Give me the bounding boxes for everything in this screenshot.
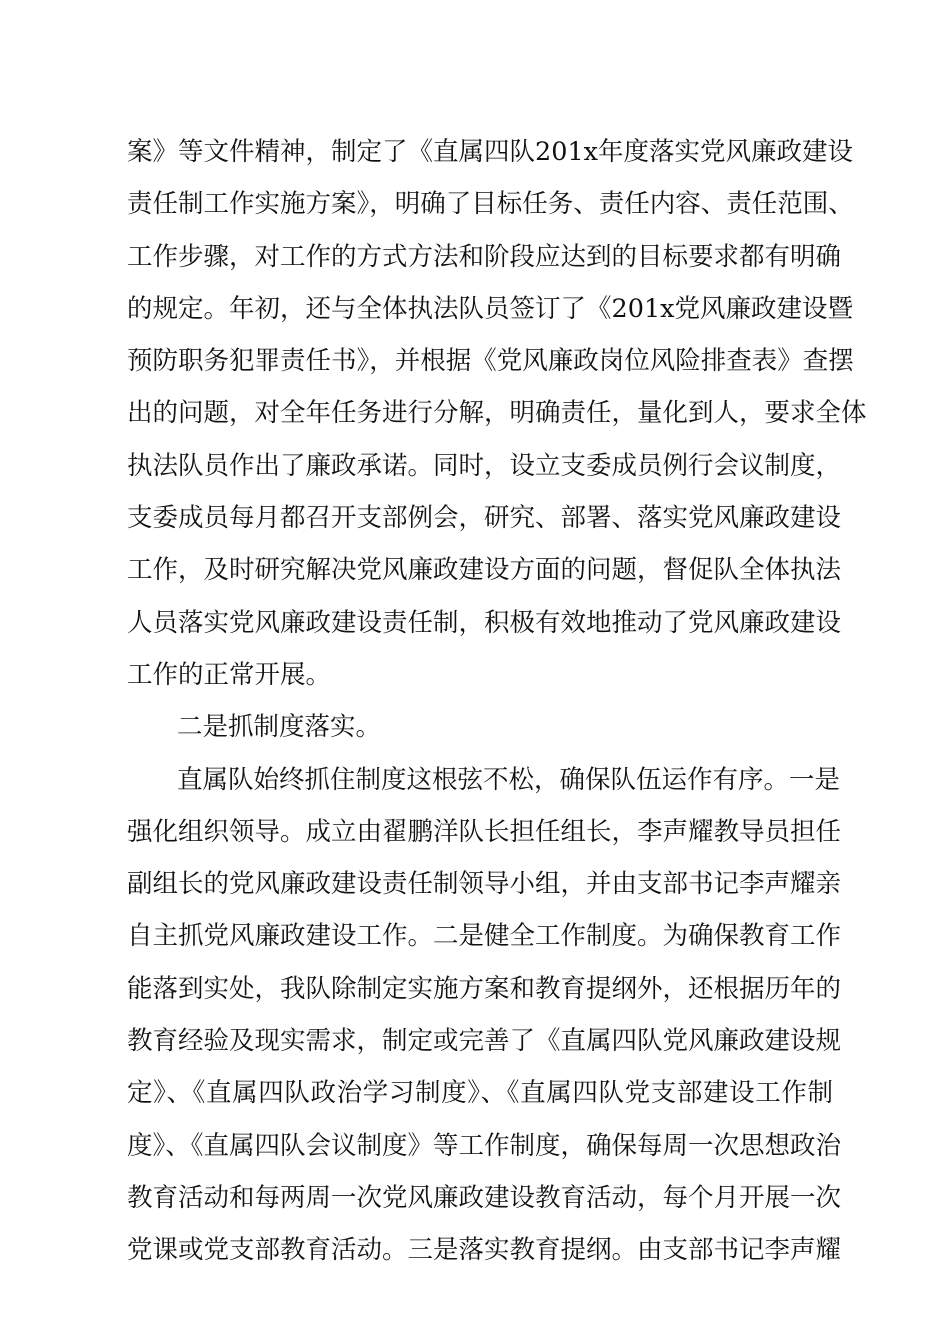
text-line: 能落到实处，我队除制定实施方案和教育提纲外，还根据历年的 xyxy=(127,973,842,1004)
section-heading: 二是抓制度落实。 xyxy=(177,712,382,743)
text-line: 工作步骤，对工作的方式方法和阶段应达到的目标要求都有明确 xyxy=(127,241,842,272)
text-line: 直属队始终抓住制度这根弦不松，确保队伍运作有序。一是 xyxy=(177,764,841,795)
text-line: 工作，及时研究解决党风廉政建设方面的问题，督促队全体执法 xyxy=(127,555,842,586)
text-line: 工作的正常开展。 xyxy=(127,659,332,690)
text-line: 强化组织领导。成立由翟鹏洋队长担任组长，李声耀教导员担任 xyxy=(127,816,842,847)
text-line: 党课或党支部教育活动。三是落实教育提纲。由支部书记李声耀 xyxy=(127,1235,842,1266)
text-line: 自主抓党风廉政建设工作。二是健全工作制度。为确保教育工作 xyxy=(127,921,842,952)
text-line: 定》、《直属四队政治学习制度》、《直属四队党支部建设工作制 xyxy=(127,1078,833,1109)
text-line: 度》、《直属四队会议制度》等工作制度，确保每周一次思想政治 xyxy=(127,1130,842,1161)
paragraph-system-implementation xyxy=(127,754,842,1277)
text-line: 的规定。年初，还与全体执法队员签订了《201x党风廉政建设暨 xyxy=(127,293,854,324)
text-line: 出的问题，对全年任务进行分解，明确责任，量化到人，要求全体 xyxy=(127,398,867,429)
text-line: 人员落实党风廉政建设责任制，积极有效地推动了党风廉政建设 xyxy=(127,607,842,638)
text-line: 副组长的党风廉政建设责任制领导小组，并由支部书记李声耀亲 xyxy=(127,869,842,900)
document-body xyxy=(127,126,867,1277)
text-line: 案》等文件精神，制定了《直属四队201x年度落实党风廉政建设 xyxy=(127,137,854,167)
paragraph-responsibility-system xyxy=(127,126,867,701)
text-line: 支委成员每月都召开支部例会，研究、部署、落实党风廉政建设 xyxy=(127,503,842,534)
text-line: 责任制工作实施方案》，明确了目标任务、责任内容、责任范围、 xyxy=(127,189,854,220)
text-line: 预防职务犯罪责任书》，并根据《党风廉政岗位风险排查表》查摆 xyxy=(127,346,854,377)
text-line: 执法队员作出了廉政承诺。同时，设立支委成员例行会议制度， xyxy=(127,450,842,481)
text-line: 教育经验及现实需求，制定或完善了《直属四队党风廉政建设规 xyxy=(127,1026,842,1057)
text-line: 教育活动和每两周一次党风廉政建设教育活动，每个月开展一次 xyxy=(127,1182,842,1213)
